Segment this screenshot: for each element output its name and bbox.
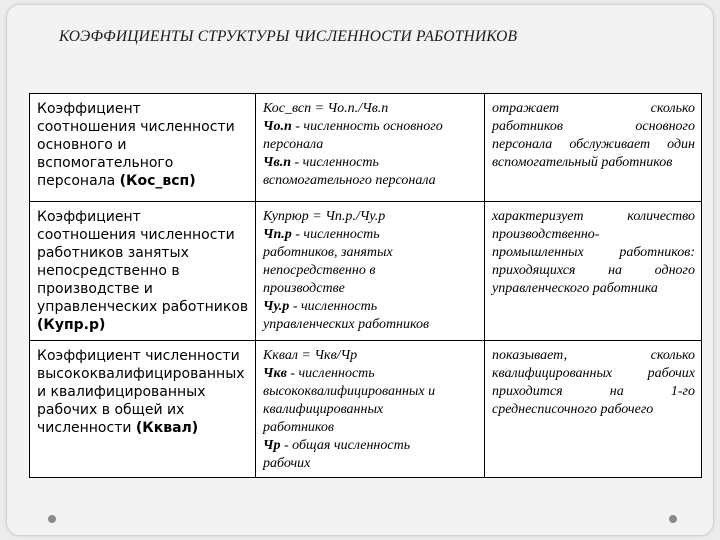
- description-line: работников основного: [492, 119, 695, 134]
- description-cell: [485, 341, 702, 478]
- coefficient-code: (Кквал): [135, 420, 199, 436]
- formula-text: производстве: [263, 281, 345, 296]
- formula-legend-line: [263, 298, 478, 316]
- formula-legend-line: [263, 401, 478, 419]
- coefficient-name-last-line: [37, 316, 249, 334]
- description-line: вспомогательный работников: [492, 155, 673, 170]
- description-line: отражает сколько: [492, 101, 695, 116]
- formula-text: управленческих работников: [263, 317, 430, 332]
- table-row: [30, 202, 702, 341]
- formula-legend-line: [263, 172, 478, 190]
- formula-legend-line: [263, 118, 478, 136]
- coefficient-name-line: Коэффициент численности: [37, 348, 240, 364]
- description-line: характеризует количество: [492, 209, 695, 224]
- coefficient-code: (Купр.р): [37, 317, 106, 333]
- corner-dot-left: [48, 515, 56, 523]
- coefficient-name-cell: [30, 341, 256, 478]
- formula-legend-line: [263, 455, 478, 473]
- formula-symbol: Чр: [263, 438, 281, 453]
- formula-legend-line: [263, 437, 478, 455]
- description-line: среднесписочного рабочего: [492, 402, 654, 417]
- description-cell: [485, 202, 702, 341]
- formula-legend-line: [263, 280, 478, 298]
- coefficient-name-line: управленческих работников: [37, 299, 249, 315]
- coefficient-name-last-line: [37, 419, 249, 437]
- coefficient-name-cell: [30, 94, 256, 202]
- table-row: [30, 94, 702, 202]
- formula-text: работников, занятых: [263, 245, 393, 260]
- page-title: КОЭФФИЦИЕНТЫ СТРУКТУРЫ ЧИСЛЕННОСТИ РАБОТНИКОВ: [59, 28, 518, 45]
- formula-legend-text: - численность: [289, 299, 378, 314]
- formula-line: [263, 347, 478, 365]
- table-row: [30, 341, 702, 478]
- formula-symbol: Чв.п: [263, 155, 292, 170]
- formula-text: непосредственно в: [263, 263, 376, 278]
- formula-legend-line: [263, 262, 478, 280]
- coefficient-name-line: работников занятых: [37, 245, 189, 261]
- formula-legend-text: - численность: [291, 155, 379, 170]
- formula-legend-line: [263, 365, 478, 383]
- coefficient-name-line: соотношения численности: [37, 119, 235, 135]
- coefficient-name-tail: численности: [37, 420, 136, 436]
- coefficient-name-last-line: [37, 172, 249, 190]
- formula-legend-line: [263, 383, 478, 401]
- formula-text: персонала: [263, 137, 324, 152]
- formula-text: Кос_всп = Чо.п./Чв.п: [263, 101, 389, 116]
- coefficient-code: (Кос_всп): [119, 173, 196, 189]
- coefficient-name-line: высококвалифицированных: [37, 366, 245, 382]
- formula-text: квалифицированных: [263, 402, 384, 417]
- formula-cell: [256, 341, 485, 478]
- description-line: показывает, сколько: [492, 348, 695, 363]
- formula-text: рабочих: [263, 456, 311, 471]
- coefficient-name-line: вспомогательного: [37, 155, 174, 171]
- formula-legend-line: [263, 136, 478, 154]
- description-line: персонала обслуживает один: [492, 137, 695, 152]
- coefficient-name-tail: персонала: [37, 173, 120, 189]
- formula-cell: [256, 94, 485, 202]
- coefficients-table: [29, 93, 702, 478]
- coefficient-name-line: рабочих в общей их: [37, 402, 185, 418]
- formula-text: высококвалифицированных и: [263, 384, 436, 399]
- formula-legend-line: [263, 244, 478, 262]
- coefficient-name-line: Коэффициент: [37, 209, 141, 225]
- formula-text: работников: [263, 420, 335, 435]
- coefficient-name-line: соотношения численности: [37, 227, 235, 243]
- description-cell: [485, 94, 702, 202]
- coefficient-name-cell: [30, 202, 256, 341]
- formula-legend-text: - численность: [286, 366, 375, 381]
- description-line: производственно-: [492, 227, 600, 242]
- formula-line: [263, 100, 478, 118]
- description-line: промышленных работников:: [492, 245, 695, 260]
- description-line: управленческого работника: [492, 281, 658, 296]
- formula-legend-text: - численность основного: [291, 119, 443, 134]
- formula-symbol: Чо.п: [263, 119, 292, 134]
- description-line: приходящихся на одного: [492, 263, 695, 278]
- formula-legend-line: [263, 154, 478, 172]
- corner-dot-right: [669, 515, 677, 523]
- formula-symbol: Чкв: [263, 366, 287, 381]
- formula-legend-line: [263, 226, 478, 244]
- formula-legend-line: [263, 419, 478, 437]
- description-line: приходится на 1-го: [492, 384, 695, 399]
- formula-symbol: Чп.р: [263, 227, 292, 242]
- coefficient-name-line: производстве и: [37, 281, 153, 297]
- formula-legend-text: - численность: [291, 227, 380, 242]
- coefficient-name-line: Коэффициент: [37, 101, 141, 117]
- formula-text: Кквал = Чкв/Чр: [263, 348, 358, 363]
- coefficient-name-line: основного и: [37, 137, 127, 153]
- slide: [6, 4, 714, 536]
- formula-legend-line: [263, 316, 478, 334]
- formula-line: [263, 208, 478, 226]
- coefficient-name-line: и квалифицированных: [37, 384, 206, 400]
- coefficient-name-line: непосредственно в: [37, 263, 180, 279]
- formula-legend-text: - общая численность: [280, 438, 411, 453]
- formula-text: Купрюр = Чп.р./Чу.р: [263, 209, 386, 224]
- description-line: квалифицированных рабочих: [492, 366, 695, 381]
- formula-text: вспомогательного персонала: [263, 173, 436, 188]
- formula-cell: [256, 202, 485, 341]
- formula-symbol: Чу.р: [263, 299, 290, 314]
